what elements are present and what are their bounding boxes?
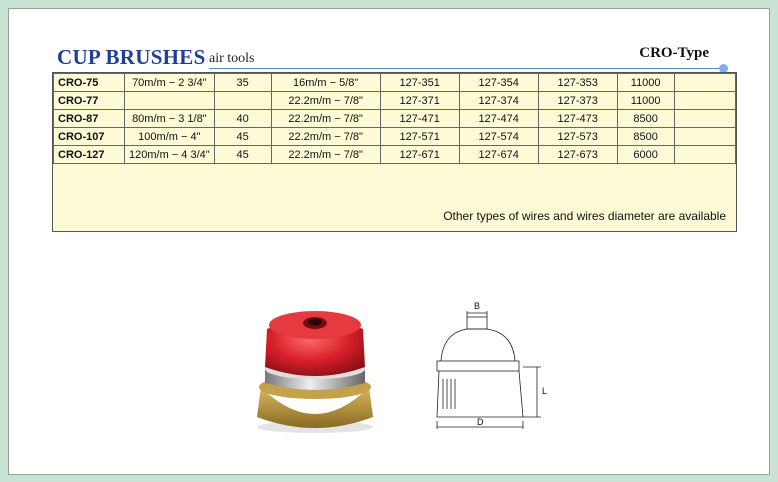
dimension-diagram xyxy=(429,299,569,434)
table-cell: 22.2m/m − 7/8" xyxy=(271,146,380,164)
table-cell: 127-351 xyxy=(380,74,459,92)
dimension-label-l: L xyxy=(542,386,548,396)
table-cell xyxy=(125,92,215,110)
table-cell: 70m/m − 2 3/4" xyxy=(125,74,215,92)
availability-note: Other types of wires and wires diameter are available xyxy=(443,209,726,223)
table-cell: 8500 xyxy=(617,110,674,128)
table-cell xyxy=(674,110,735,128)
table-cell: CRO-127 xyxy=(54,146,125,164)
table-cell: CRO-87 xyxy=(54,110,125,128)
table-cell: 80m/m − 3 1/8" xyxy=(125,110,215,128)
table-cell xyxy=(674,146,735,164)
table-cell: 120m/m − 4 3/4" xyxy=(125,146,215,164)
table-cell: 127-471 xyxy=(380,110,459,128)
table-cell: 127-371 xyxy=(380,92,459,110)
table-cell: 127-474 xyxy=(459,110,538,128)
table-cell: 11000 xyxy=(617,74,674,92)
table-cell: 127-673 xyxy=(538,146,617,164)
table-cell xyxy=(214,92,271,110)
table-row xyxy=(54,128,736,146)
table-cell: 127-373 xyxy=(538,92,617,110)
table-cell: CRO-75 xyxy=(54,74,125,92)
table-cell: 22.2m/m − 7/8" xyxy=(271,128,380,146)
table-cell: 22.2m/m − 7/8" xyxy=(271,110,380,128)
table-cell xyxy=(674,128,735,146)
type-label: CRO-Type xyxy=(639,45,709,61)
table-cell: 40 xyxy=(214,110,271,128)
table-cell: 127-374 xyxy=(459,92,538,110)
table-cell: 11000 xyxy=(617,92,674,110)
catalog-page xyxy=(8,8,770,475)
table-cell: 127-671 xyxy=(380,146,459,164)
table-cell: CRO-77 xyxy=(54,92,125,110)
table-cell xyxy=(674,74,735,92)
header-rule xyxy=(209,68,721,69)
table-cell xyxy=(674,92,735,110)
table-cell: 127-674 xyxy=(459,146,538,164)
cup-brush-photo xyxy=(249,299,379,434)
table-row xyxy=(54,74,736,92)
table-row xyxy=(54,110,736,128)
table-row xyxy=(54,92,736,110)
dimension-label-b: B xyxy=(474,301,481,311)
page-subtitle: air tools xyxy=(209,51,255,66)
table-cell: CRO-107 xyxy=(54,128,125,146)
table-row xyxy=(54,146,736,164)
table-cell: 127-354 xyxy=(459,74,538,92)
table-cell: 22.2m/m − 7/8" xyxy=(271,92,380,110)
spec-table-panel xyxy=(52,72,737,232)
table-cell: 127-353 xyxy=(538,74,617,92)
dimension-label-d: D xyxy=(477,417,484,427)
table-cell: 8500 xyxy=(617,128,674,146)
spec-table xyxy=(53,73,736,164)
table-cell: 100m/m − 4" xyxy=(125,128,215,146)
table-cell: 127-571 xyxy=(380,128,459,146)
table-cell: 16m/m − 5/8" xyxy=(271,74,380,92)
table-cell: 127-473 xyxy=(538,110,617,128)
page-title: CUP BRUSHES xyxy=(57,45,206,69)
table-cell: 35 xyxy=(214,74,271,92)
table-cell: 127-573 xyxy=(538,128,617,146)
table-cell: 45 xyxy=(214,128,271,146)
table-cell: 6000 xyxy=(617,146,674,164)
table-cell: 45 xyxy=(214,146,271,164)
table-cell: 127-574 xyxy=(459,128,538,146)
